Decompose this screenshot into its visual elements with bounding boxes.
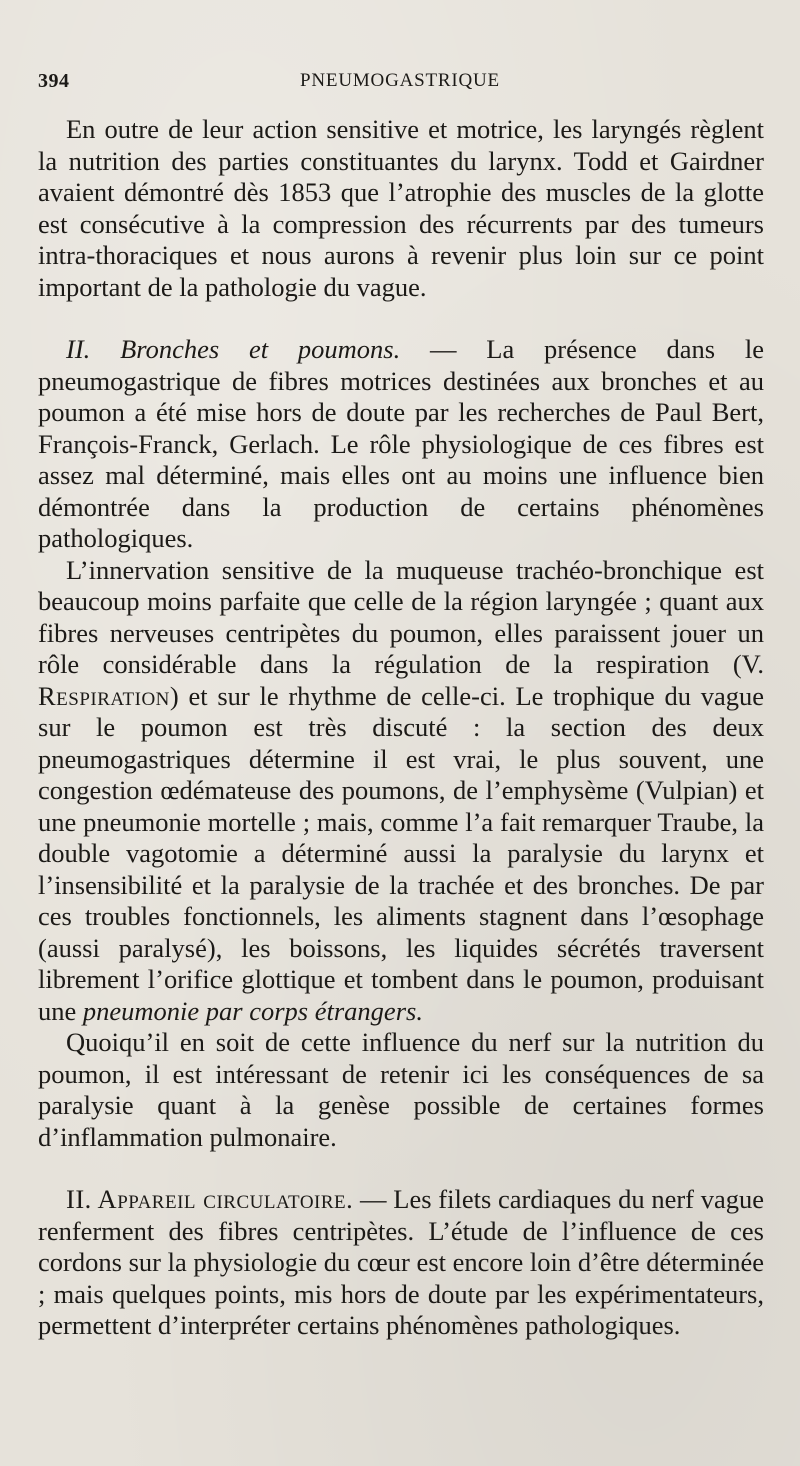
running-head (38, 70, 762, 100)
paragraph-quoiquil (38, 1027, 764, 1153)
italic-phrase: pneumonie par corps étrangers. (82, 995, 423, 1026)
paragraph-appareil-circulatoire (38, 1184, 764, 1342)
page-number: 394 (38, 70, 70, 92)
body-text (38, 114, 764, 1342)
paragraph-text-before: L’innervation sensitive de la muqueuse trachéo-bronchique est beaucoup moins parfaite que celle de la région laryngée ; quant aux fibres nerveuses centripètes du poumon, elles paraissent jouer un rôle considérable dans la régulation de la respiration (V. (38, 554, 764, 679)
paragraph-text: Quoiqu’il en soit de cette influence du nerf sur la nutrition du poumon, il est intéressant de retenir ici les conséquences de sa paralysie quant à la genèse possible de certaines formes d’inflammation pulmonaire. (38, 1027, 764, 1152)
paragraph-text: — Les filets cardiaques du nerf vague renferment des fibres centripètes. L’étude de l’influence de ces cordons sur la physiologie du cœur est encore loin d’être déterminée ; mais quelques points, mis hors de doute par les expérimentateurs, permettent d’interpréter certains phénomènes pathologiques. (38, 1184, 765, 1340)
section-heading-circulatoire: II. Appareil circulatoire. (66, 1184, 354, 1214)
paragraph-text: — La présence dans le pneumogastrique de fibres motrices destinées aux bronches et au poumon a été mise hors de doute par les recherches de Paul Bert, François-Franck, Gerlach. Le rôle physiologique de ces fibres est assez mal déterminé, mais elles ont au moins une influence bien démontrée dans la production de certains phénomènes pathologiques. (38, 334, 764, 553)
paragraph-text: En outre de leur action sensitive et motrice, les laryngés règlent la nutrition des parties constituantes du larynx. Todd et Gairdner avaient démontré dès 1853 que l’atrophie des muscles de la glotte est consécutive à la compression des récurrents par des tumeurs intra-thoraciques et nous aurons à revenir plus loin sur ce point important de la pathologie du vague. (38, 114, 764, 302)
paragraph-text-after: ) et sur le rhythme de celle-ci. Le trophique du vague sur le poumon est très discuté : la section des deux pneumogastriques détermine il est vrai, le plus souvent, une congestion œdémateuse des poumons, de l’emphysème (Vulpian) et une pneumonie mortelle ; mais, comme l’a fait remarquer Traube, la double vagotomie a déterminé aussi la paralysie du larynx et l’insensibilité et la paralysie de la trachée et des bronches. De par ces troubles fonctionnels, les aliments stagnent dans l’œsophage (aussi paralysé), les boissons, les liquides sécrétés traversent librement l’orifice glottique et tombent dans le poumon, produisant une (38, 680, 764, 1026)
section-heading-bronches: II. Bronches et poumons. (66, 334, 401, 364)
paragraph-innervation (38, 555, 764, 1028)
paragraph-bronches-poumons (38, 334, 764, 555)
section-gap (38, 303, 764, 334)
cross-reference-respiration: Respiration (38, 680, 170, 711)
section-gap (38, 1153, 764, 1184)
paragraph-larynx-nutrition (38, 114, 764, 303)
running-title: PNEUMOGASTRIQUE (300, 70, 500, 91)
